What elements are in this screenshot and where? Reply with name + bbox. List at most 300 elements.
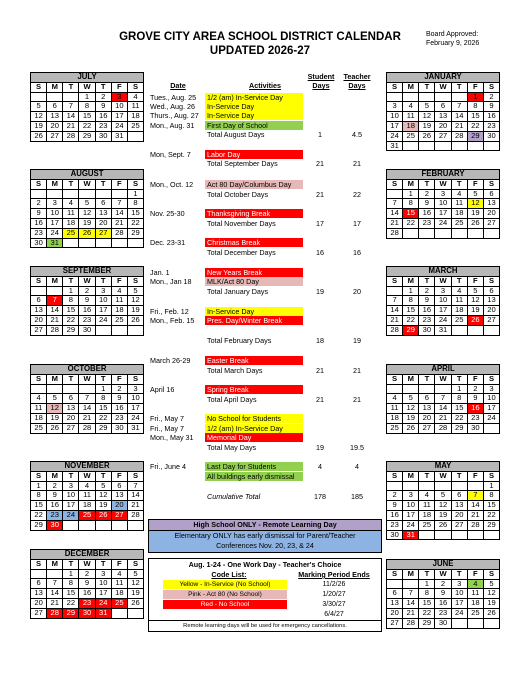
calendar-empty [451, 141, 467, 151]
month-september [30, 266, 144, 336]
student-days-header [302, 72, 340, 90]
day-name: M [47, 374, 63, 384]
calendar-day: 13 [387, 599, 403, 609]
calendar-day: 29 [31, 520, 47, 530]
calendar-day: 9 [47, 491, 63, 501]
calendar-day: 30 [95, 131, 111, 141]
calendar-empty [387, 384, 403, 394]
calendar-day: 12 [47, 404, 63, 414]
event-date: Dec. 23-31 [150, 238, 186, 247]
calendar-day: 16 [435, 599, 451, 609]
calendar-day: 31 [387, 141, 403, 151]
day-name: T [451, 471, 467, 481]
calendar-day: 26 [467, 218, 483, 228]
day-name: W [435, 374, 451, 384]
calendar-day: 12 [467, 199, 483, 209]
event-date: Jan. 1 [150, 268, 170, 277]
calendar-day: 6 [47, 102, 63, 112]
calendar-day: 2 [47, 481, 63, 491]
calendar-day: 24 [451, 608, 467, 618]
calendar-day: 17 [63, 501, 79, 511]
calendar-day: 11 [387, 404, 403, 414]
legend-code-list: Code List: [211, 570, 247, 579]
calendar-day: 8 [419, 589, 435, 599]
calendar-day: 14 [47, 589, 63, 599]
day-name: T [419, 179, 435, 189]
calendar-day: 15 [63, 306, 79, 316]
calendar-day: 19 [127, 589, 143, 599]
calendar-day: 15 [95, 404, 111, 414]
calendar-day: 21 [451, 121, 467, 131]
calendar-day: 19 [483, 599, 499, 609]
day-name: M [403, 374, 419, 384]
day-name: F [467, 471, 483, 481]
calendar-day: 3 [403, 491, 419, 501]
calendar-day: 15 [403, 209, 419, 219]
calendar-empty [467, 141, 483, 151]
event-date: Mon., Aug. 31 [150, 121, 195, 130]
calendar-day: 19 [95, 501, 111, 511]
calendar-day: 19 [435, 510, 451, 520]
teacher-days-header [338, 72, 376, 90]
event-date: March 26-29 [150, 356, 191, 365]
calendar-day: 29 [95, 423, 111, 433]
calendar-empty [403, 579, 419, 589]
calendar-day: 31 [95, 608, 111, 618]
calendar-day: 30 [79, 325, 95, 335]
calendar-day: 3 [451, 579, 467, 589]
month-total-label: Total January Days [207, 287, 269, 296]
calendar-empty [467, 530, 483, 540]
event-activity: No School for Students [205, 414, 303, 423]
calendar-day: 30 [419, 325, 435, 335]
teacher-days-value: 20 [353, 287, 361, 296]
calendar-day: 7 [127, 481, 143, 491]
calendar-day: 10 [451, 589, 467, 599]
calendar-empty [451, 92, 467, 102]
student-days-value: 19 [316, 287, 324, 296]
event-date: Mon., May 31 [150, 433, 194, 442]
calendar-day: 26 [127, 315, 143, 325]
month-november [30, 461, 144, 531]
calendar-empty [483, 530, 499, 540]
calendar-empty [31, 569, 47, 579]
day-name: T [419, 471, 435, 481]
teacher-days-header-l2: Days [348, 81, 366, 90]
calendar-day: 30 [387, 530, 403, 540]
calendar-day: 21 [47, 598, 63, 608]
calendar-day: 24 [63, 510, 79, 520]
event-activity: All buildings early dismissal [205, 472, 303, 481]
calendar-day: 14 [79, 404, 95, 414]
calendar-day: 16 [483, 112, 499, 122]
month-july [30, 72, 144, 142]
calendar-day: 20 [483, 209, 499, 219]
calendar-day: 10 [435, 296, 451, 306]
calendar-day: 6 [31, 296, 47, 306]
day-name: S [127, 374, 143, 384]
calendar-day: 28 [403, 618, 419, 628]
day-name: F [111, 471, 127, 481]
page-subtitle: UPDATED 2026-27 [209, 45, 311, 57]
day-name: M [403, 471, 419, 481]
calendar-empty [95, 189, 111, 199]
day-name: T [451, 276, 467, 286]
calendar-day: 7 [435, 394, 451, 404]
calendar-day: 6 [483, 189, 499, 199]
day-name: W [435, 471, 451, 481]
calendar-day: 16 [95, 112, 111, 122]
month-grid [386, 72, 500, 151]
calendar-day: 21 [47, 315, 63, 325]
calendar-day: 2 [419, 189, 435, 199]
calendar-day: 28 [387, 325, 403, 335]
calendar-day: 21 [79, 413, 95, 423]
event-activity: New Years Break [205, 268, 303, 277]
calendar-day: 26 [127, 598, 143, 608]
calendar-day: 25 [451, 218, 467, 228]
calendar-day: 11 [79, 491, 95, 501]
calendar-day: 12 [31, 112, 47, 122]
teacher-days-value: 19 [353, 336, 361, 345]
calendar-day: 13 [95, 209, 111, 219]
calendar-day: 16 [79, 589, 95, 599]
elementary-band-line2: Conferences Nov. 20, 23, & 24 [216, 541, 314, 550]
calendar-empty [403, 92, 419, 102]
calendar-day: 2 [79, 569, 95, 579]
event-activity: In-Service Day [205, 102, 303, 111]
calendar-day: 7 [387, 199, 403, 209]
day-name: S [127, 559, 143, 569]
marking-period-4: 6/4/27 [324, 611, 344, 618]
calendar-day: 7 [387, 296, 403, 306]
calendar-day: 11 [127, 102, 143, 112]
student-days-value: 18 [316, 336, 324, 345]
day-name: M [47, 471, 63, 481]
event-date: Nov. 25-30 [150, 209, 185, 218]
calendar-day: 29 [63, 325, 79, 335]
activities-column-header: Activities [249, 81, 281, 90]
calendar-day: 24 [483, 413, 499, 423]
calendar-day: 27 [95, 228, 111, 238]
calendar-day: 20 [63, 413, 79, 423]
calendar-empty [483, 618, 499, 628]
calendar-day: 9 [111, 394, 127, 404]
month-grid [30, 364, 144, 434]
day-name: S [387, 276, 403, 286]
student-days-value: 21 [316, 366, 324, 375]
calendar-day: 3 [111, 92, 127, 102]
calendar-day: 14 [403, 599, 419, 609]
calendar-day: 5 [31, 102, 47, 112]
calendar-day: 16 [31, 218, 47, 228]
event-date: April 16 [150, 385, 175, 394]
calendar-day: 22 [419, 608, 435, 618]
legend-yellow: Yellow - In-Service (No School) [163, 580, 287, 589]
day-name: S [483, 179, 499, 189]
calendar-day: 13 [483, 199, 499, 209]
day-name: S [31, 179, 47, 189]
calendar-day: 1 [483, 481, 499, 491]
day-name: T [63, 374, 79, 384]
event-date: Fri., Feb. 12 [150, 307, 189, 316]
calendar-day: 24 [95, 315, 111, 325]
calendar-day: 31 [435, 325, 451, 335]
calendar-day: 23 [419, 218, 435, 228]
calendar-day: 5 [403, 394, 419, 404]
calendar-day: 29 [451, 423, 467, 433]
calendar-day: 12 [79, 209, 95, 219]
day-name: W [435, 569, 451, 579]
calendar-day: 9 [31, 209, 47, 219]
calendar-day: 16 [419, 209, 435, 219]
calendar-day: 16 [419, 306, 435, 316]
calendar-day: 2 [79, 286, 95, 296]
calendar-day: 12 [435, 501, 451, 511]
calendar-day: 10 [63, 491, 79, 501]
calendar-empty [111, 608, 127, 618]
calendar-day: 5 [95, 481, 111, 491]
calendar-empty [47, 189, 63, 199]
calendar-day: 7 [47, 296, 63, 306]
calendar-day: 28 [467, 520, 483, 530]
calendar-day: 16 [47, 501, 63, 511]
calendar-day: 18 [111, 589, 127, 599]
legend-pink: Pink - Act 80 (No School) [163, 590, 287, 599]
month-grid [30, 266, 144, 336]
calendar-day: 27 [31, 608, 47, 618]
calendar-day: 31 [47, 238, 63, 248]
calendar-day: 28 [435, 423, 451, 433]
student-days-value: 16 [316, 248, 324, 257]
day-name: M [47, 276, 63, 286]
calendar-day: 1 [63, 569, 79, 579]
calendar-day: 2 [31, 199, 47, 209]
calendar-day: 23 [467, 413, 483, 423]
legend-red: Red - No School [163, 600, 287, 609]
day-name: S [31, 471, 47, 481]
calendar-day: 19 [403, 413, 419, 423]
day-name: S [127, 276, 143, 286]
calendar-day: 13 [31, 589, 47, 599]
calendar-day: 3 [435, 286, 451, 296]
day-name: F [111, 82, 127, 92]
event-activity: Labor Day [205, 150, 303, 159]
calendar-day: 12 [483, 589, 499, 599]
teacher-days-value: 16 [353, 248, 361, 257]
month-february [386, 169, 500, 239]
calendar-day: 17 [111, 112, 127, 122]
calendar-day: 1 [451, 384, 467, 394]
calendar-day: 23 [483, 121, 499, 131]
calendar-day: 5 [127, 569, 143, 579]
calendar-day: 9 [419, 199, 435, 209]
calendar-day: 1 [419, 579, 435, 589]
day-name: S [127, 471, 143, 481]
day-name: S [387, 82, 403, 92]
event-activity: Act 80 Day/Columbus Day [205, 180, 303, 189]
calendar-empty [419, 530, 435, 540]
calendar-empty [451, 618, 467, 628]
calendar-day: 15 [79, 112, 95, 122]
calendar-day: 13 [451, 501, 467, 511]
month-name: DECEMBER [31, 550, 144, 560]
event-date: Fri., May 7 [150, 414, 184, 423]
calendar-day: 5 [435, 491, 451, 501]
month-august [30, 169, 144, 248]
calendar-empty [127, 325, 143, 335]
calendar-day: 28 [451, 131, 467, 141]
calendar-day: 6 [435, 102, 451, 112]
day-name: M [403, 82, 419, 92]
calendar-day: 30 [111, 423, 127, 433]
calendar-day: 2 [387, 491, 403, 501]
day-name: W [435, 276, 451, 286]
calendar-day: 23 [79, 598, 95, 608]
teacher-days-value: 4 [355, 462, 359, 471]
board-approved-date: February 9, 2026 [426, 40, 480, 47]
day-name: W [79, 276, 95, 286]
calendar-day: 24 [403, 520, 419, 530]
day-name: T [95, 559, 111, 569]
calendar-day: 27 [387, 618, 403, 628]
calendar-day: 18 [451, 306, 467, 316]
calendar-day: 9 [419, 296, 435, 306]
calendar-day: 22 [483, 510, 499, 520]
calendar-empty [435, 228, 451, 238]
legend-marking-period: Marking Period Ends [298, 570, 370, 579]
calendar-empty [79, 238, 95, 248]
month-total-label: Total April Days [207, 395, 257, 404]
calendar-day: 26 [47, 423, 63, 433]
month-total-label: Total February Days [207, 336, 272, 345]
calendar-day: 26 [95, 510, 111, 520]
day-name: W [79, 179, 95, 189]
month-grid [386, 364, 500, 434]
day-name: T [63, 82, 79, 92]
calendar-empty [387, 481, 403, 491]
month-name: APRIL [387, 365, 500, 375]
calendar-day: 29 [467, 131, 483, 141]
calendar-day: 19 [467, 306, 483, 316]
calendar-day: 7 [79, 394, 95, 404]
calendar-day: 1 [95, 384, 111, 394]
calendar-empty [127, 520, 143, 530]
calendar-day: 29 [483, 520, 499, 530]
event-activity: Thanksgiving Break [205, 209, 303, 218]
month-name: MAY [387, 462, 500, 472]
calendar-day: 6 [111, 481, 127, 491]
student-days-header-l1: Student [307, 72, 335, 81]
calendar-day: 11 [451, 296, 467, 306]
calendar-empty [483, 423, 499, 433]
month-total-label: Total October Days [207, 190, 269, 199]
day-name: M [403, 569, 419, 579]
elementary-band-line1: Elementary ONLY has early dismissal for Parent/Teacher [174, 531, 356, 540]
calendar-day: 19 [47, 413, 63, 423]
calendar-day: 16 [467, 404, 483, 414]
calendar-day: 27 [483, 315, 499, 325]
day-name: T [419, 276, 435, 286]
calendar-day: 9 [95, 102, 111, 112]
month-grid [386, 266, 500, 336]
calendar-day: 10 [127, 394, 143, 404]
calendar-day: 19 [467, 209, 483, 219]
student-days-value: 4 [318, 462, 322, 471]
calendar-day: 4 [79, 481, 95, 491]
calendar-day: 27 [47, 131, 63, 141]
calendar-empty [403, 384, 419, 394]
calendar-empty [419, 481, 435, 491]
calendar-day: 30 [435, 618, 451, 628]
calendar-day: 15 [419, 599, 435, 609]
day-name: T [95, 276, 111, 286]
calendar-day: 10 [387, 112, 403, 122]
calendar-empty [387, 189, 403, 199]
calendar-day: 1 [79, 92, 95, 102]
calendar-day: 8 [127, 199, 143, 209]
calendar-day: 28 [79, 423, 95, 433]
calendar-empty [387, 92, 403, 102]
calendar-empty [435, 530, 451, 540]
day-name: F [111, 374, 127, 384]
calendar-day: 18 [31, 413, 47, 423]
month-grid [30, 169, 144, 248]
calendar-day: 26 [467, 315, 483, 325]
calendar-day: 24 [387, 131, 403, 141]
calendar-empty [31, 189, 47, 199]
day-name: F [111, 179, 127, 189]
calendar-empty [483, 325, 499, 335]
calendar-day: 21 [63, 121, 79, 131]
calendar-empty [63, 238, 79, 248]
calendar-day: 6 [419, 394, 435, 404]
calendar-day: 24 [111, 121, 127, 131]
month-total-label: Total March Days [207, 366, 263, 375]
day-name: F [467, 179, 483, 189]
calendar-day: 13 [111, 491, 127, 501]
calendar-day: 2 [483, 92, 499, 102]
cumulative-total-label: Cumulative Total [207, 492, 261, 501]
calendar-day: 11 [403, 112, 419, 122]
calendar-day: 5 [47, 394, 63, 404]
calendar-day: 30 [47, 520, 63, 530]
calendar-day: 8 [79, 102, 95, 112]
calendar-day: 2 [435, 579, 451, 589]
calendar-day: 4 [111, 569, 127, 579]
calendar-day: 17 [127, 404, 143, 414]
calendar-day: 24 [435, 315, 451, 325]
month-april [386, 364, 500, 434]
calendar-day: 17 [403, 510, 419, 520]
calendar-day: 15 [63, 589, 79, 599]
teacher-days-value: 21 [353, 366, 361, 375]
calendar-empty [419, 92, 435, 102]
calendar-day: 12 [95, 491, 111, 501]
calendar-day: 20 [435, 121, 451, 131]
calendar-empty [79, 189, 95, 199]
calendar-day: 10 [95, 296, 111, 306]
marking-period-3: 3/30/27 [322, 601, 346, 608]
calendar-empty [435, 384, 451, 394]
calendar-empty [419, 141, 435, 151]
event-date: Mon., Feb. 15 [150, 316, 195, 325]
month-name: NOVEMBER [31, 462, 144, 472]
calendar-day: 18 [403, 121, 419, 131]
calendar-day: 18 [79, 501, 95, 511]
calendar-day: 17 [451, 599, 467, 609]
calendar-day: 14 [451, 112, 467, 122]
